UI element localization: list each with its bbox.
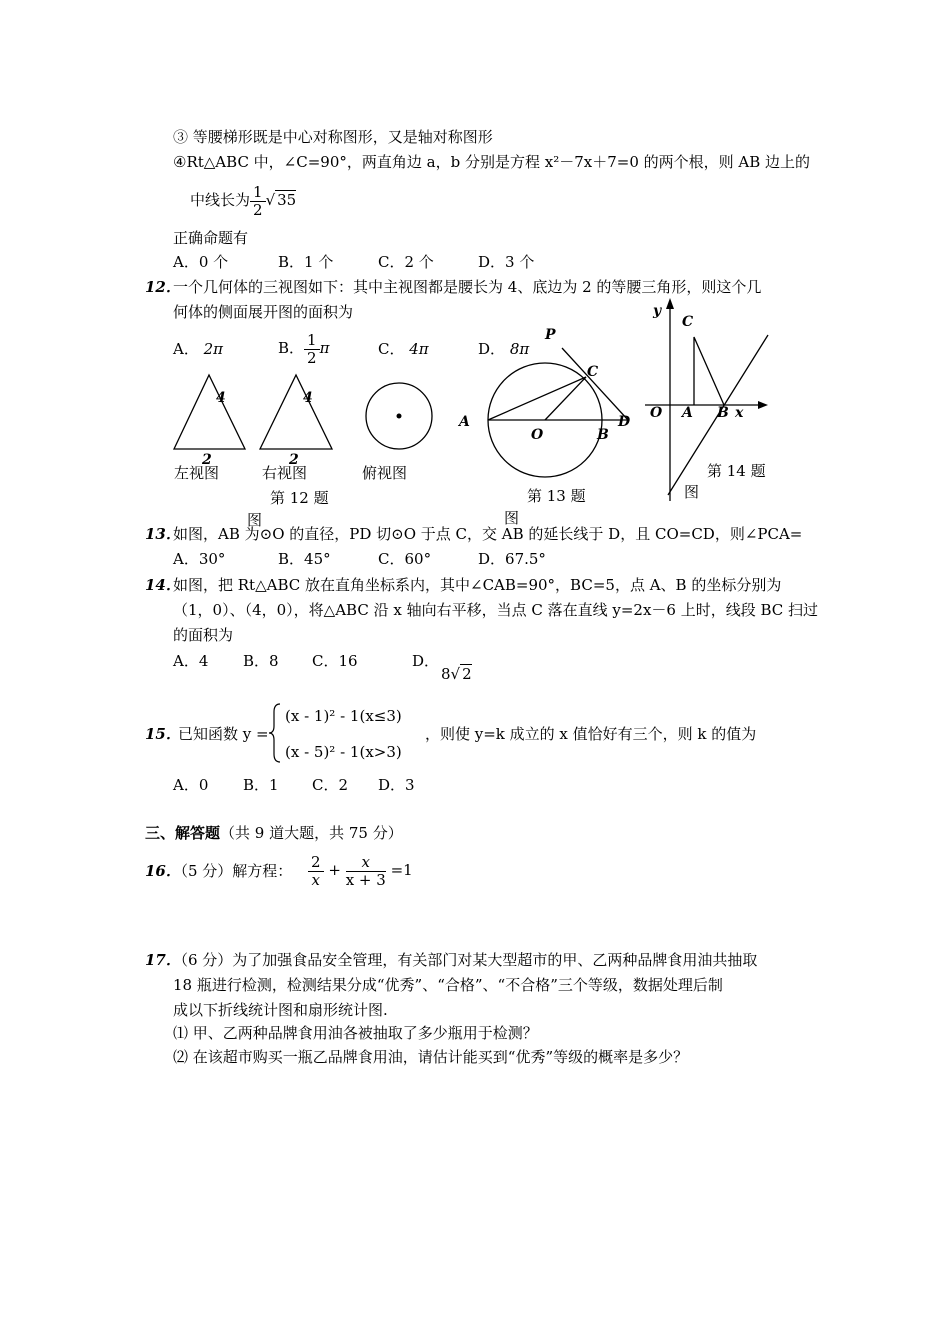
segment-oc — [545, 377, 586, 420]
q11-option-d: D．3 个 — [478, 253, 535, 271]
q12-number: 12． — [145, 278, 181, 296]
left-view-label: 左视图 — [174, 464, 220, 482]
q12-figure — [165, 365, 465, 535]
q13-option-c: C．60° — [378, 550, 432, 568]
triangle-abc — [694, 337, 724, 405]
q17-number: 17． — [145, 951, 181, 969]
left-view-side-label: 4 — [216, 390, 226, 406]
q11-item4-line1: ④Rt△ABC 中，∠C=90°，两直角边 a，b 分别是方程 x²－7x＋7=0 的两个根，则 AB 边上的 — [173, 153, 811, 171]
q11-stem-end: 正确命题有 — [173, 229, 249, 247]
q12-line2: 何体的侧面展开图的面积为 — [173, 303, 354, 321]
point-p-label: P — [545, 327, 556, 343]
q17-sub1: ⑴ 甲、乙两种品牌食用油各被抽取了多少瓶用于检测？ — [173, 1024, 538, 1042]
q15-suffix: ，则使 y=k 成立的 x 值恰好有三个，则 k 的值为 — [425, 725, 757, 743]
q13-option-b: B．45° — [278, 550, 331, 568]
point-c-label: C — [682, 314, 694, 330]
q13-text: 如图，AB 为⊙O 的直径，PD 切⊙O 于点 C，交 AB 的延长线于 D，且 CO=CD，则∠PCA= — [173, 525, 803, 543]
q14-caption: 第 14 题 — [707, 462, 766, 480]
tangent-pd — [562, 348, 628, 420]
q11-option-a: A．0 个 — [173, 253, 229, 271]
q17-line2: 18 瓶进行检测，检测结果分成“优秀”、“合格”、“不合格”三个等级，数据处理后制 — [173, 976, 723, 994]
left-view-base-label: 2 — [202, 452, 212, 468]
q13-caption: 第 13 题 — [527, 487, 586, 505]
q11-item3: ③ 等腰梯形既是中心对称图形，又是轴对称图形 — [173, 128, 493, 146]
q15-case1: (x - 1)² - 1(x≤3) — [285, 707, 402, 725]
q15-number: 15． — [145, 725, 181, 743]
top-view-label: 俯视图 — [362, 464, 408, 482]
q14-line1: 如图，把 Rt△ABC 放在直角坐标系内，其中∠CAB=90°，BC=5，点 A、B 的坐标分别为 — [173, 576, 782, 594]
right-view-base-label: 2 — [289, 452, 299, 468]
x-axis-arrow — [758, 401, 768, 409]
point-o-label: O — [531, 427, 544, 443]
q12-caption: 第 12 题 — [270, 489, 329, 507]
q14-caption-tail: 图 — [684, 483, 700, 501]
q17-sub2: ⑵ 在该超市购买一瓶乙品牌食用油，请估计能买到“优秀”等级的概率是多少？ — [173, 1048, 689, 1066]
q14-line2: （1，0）、（4，0），将△ABC 沿 x 轴向右平移，当点 C 落在直线 y=2x－6 上时，线段 BC 扫过 — [173, 601, 819, 619]
q11-item4-line2: 中线长为 $\frac{1}{2}$ √ 35 — [190, 182, 297, 219]
q14-figure — [640, 295, 780, 505]
y-axis-label: y — [653, 303, 662, 319]
q11-option-c: C．2 个 — [378, 253, 434, 271]
top-view-center-dot — [397, 414, 402, 419]
q12-option-d: D． 8π — [478, 340, 530, 358]
origin-label: O — [650, 405, 663, 421]
point-a-label: A — [682, 405, 693, 421]
q15-option-b: B．1 — [243, 776, 279, 794]
q16-number: 16． — [145, 862, 181, 880]
q15-option-a: A．0 — [173, 776, 209, 794]
q12-caption-tail: 图 — [247, 511, 263, 529]
q15-case2: (x - 5)² - 1(x>3) — [285, 743, 402, 761]
point-a-label: A — [459, 414, 470, 430]
q13-figure — [450, 320, 640, 530]
q17-line3: 成以下折线统计图和扇形统计图. — [173, 1001, 388, 1019]
x-axis-label: x — [735, 405, 744, 421]
right-view-side-label: 4 — [303, 390, 313, 406]
q17-line1: （6 分）为了加强食品安全管理，有关部门对某大型超市的甲、乙两种品牌食用油共抽取 — [173, 951, 758, 969]
q14-option-b: B．8 — [243, 652, 279, 670]
right-view-label: 右视图 — [262, 464, 308, 482]
q12-option-b: B． $\frac{1}{2}$ π — [278, 330, 330, 367]
q15-prefix: 已知函数 y = — [178, 725, 269, 743]
point-b-label: B — [597, 427, 609, 443]
q13-number: 13． — [145, 525, 181, 543]
point-b-label: B — [717, 405, 729, 421]
section3-heading: 三、解答题（共 9 道大题，共 75 分） — [145, 824, 403, 842]
q15-brace — [268, 702, 282, 764]
q16-text: （5 分）解方程： — [173, 862, 293, 880]
q13-caption-tail: 图 — [504, 509, 520, 527]
q11-option-b: B．1 个 — [278, 253, 334, 271]
point-c-label: C — [587, 364, 599, 380]
right-view-triangle — [260, 375, 332, 449]
q15-option-d: D．3 — [378, 776, 415, 794]
q14-option-c: C．16 — [312, 652, 358, 670]
q15-option-c: C．2 — [312, 776, 349, 794]
q12-option-c: C． 4π — [378, 340, 429, 358]
q14-option-d-value: 8√ 2 — [441, 665, 472, 683]
q13-option-a: A．30° — [173, 550, 226, 568]
point-d-label: D — [618, 414, 631, 430]
q13-option-d: D．67.5° — [478, 550, 546, 568]
q14-number: 14． — [145, 576, 181, 594]
q14-option-d: D． — [412, 652, 440, 670]
q12-line1: 一个几何体的三视图如下：其中主视图都是腰长为 4、底边为 2 的等腰三角形，则这个几 — [173, 278, 762, 296]
q12-option-a: A． 2π — [173, 340, 224, 358]
segment-ac — [488, 377, 586, 420]
left-view-triangle — [174, 375, 245, 449]
y-axis-arrow — [666, 298, 674, 309]
q14-option-a: A．4 — [173, 652, 209, 670]
q16-equation: $\frac{2}{x}$ + $\frac{x}{x + 3}$ =1 — [308, 850, 413, 890]
q14-line3: 的面积为 — [173, 626, 234, 644]
